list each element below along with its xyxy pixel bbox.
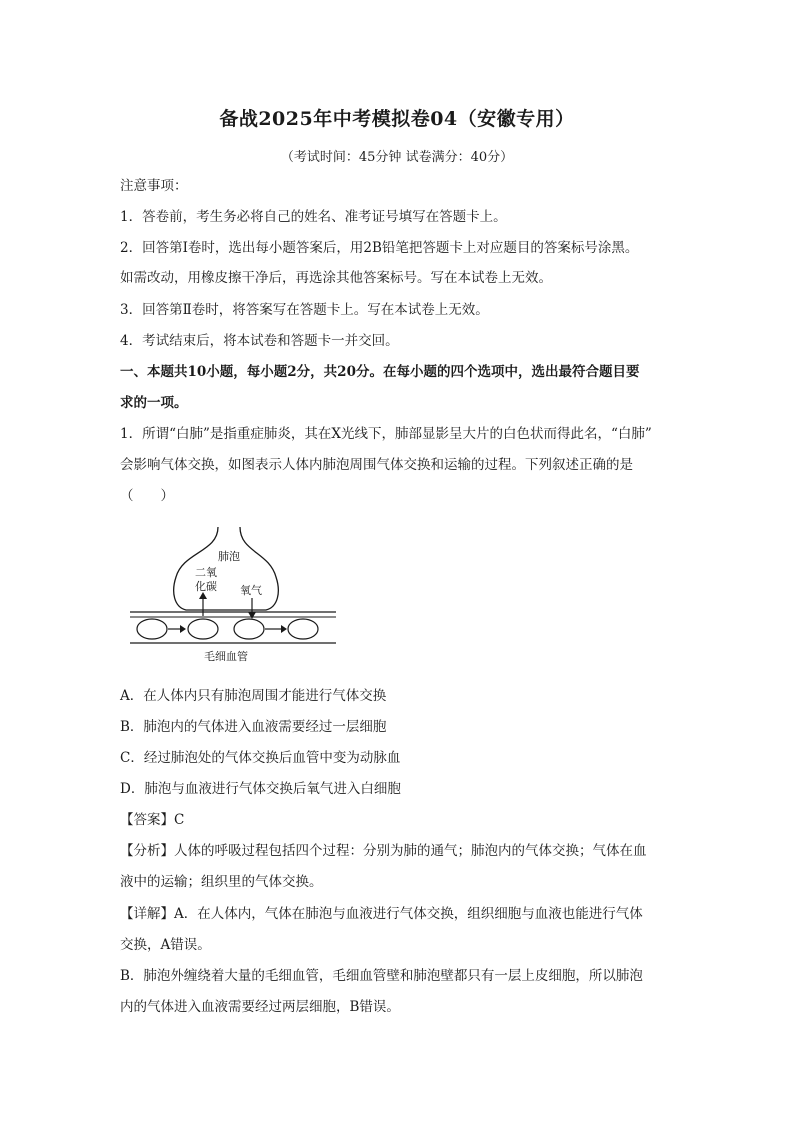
notice-item: 2．回答第Ⅰ卷时，选出每小题答案后，用2B铅笔把答题卡上对应题目的答案标号涂黑。	[120, 240, 639, 256]
analysis-continued: 液中的运输；组织里的气体交换。	[120, 874, 323, 890]
o2-arrowhead	[248, 612, 256, 619]
question-stem: 1．所谓“白肺”是指重症肺炎，其在X光线下，肺部显影呈大片的白色状而得此名，“白肺”	[120, 426, 652, 442]
co2-label: 化碳	[195, 580, 217, 593]
section-heading: 一、本题共10小题，每小题2分，共20分。在每小题的四个选项中，选出最符合题目要	[120, 364, 640, 380]
notice-item: 4．考试结束后，将本试卷和答题卡一并交回。	[120, 333, 399, 349]
gas-exchange-diagram	[128, 522, 338, 667]
flow-arrowhead	[180, 625, 186, 633]
o2-label: 氧气	[240, 584, 262, 597]
exam-info: （考试时间：45分钟 试卷满分：40分）	[280, 150, 514, 165]
notice-item: 如需改动，用橡皮擦干净后，再选涂其他答案标号。写在本试卷上无效。	[120, 270, 552, 286]
notice-heading: 注意事项：	[120, 178, 188, 194]
detail-explanation: B．肺泡外缠绕着大量的毛细血管，毛细血管壁和肺泡壁都只有一层上皮细胞，所以肺泡	[120, 968, 643, 984]
capillary-label: 毛细血管	[204, 650, 248, 663]
detail-explanation: 内的气体进入血液需要经过两层细胞，B错误。	[120, 999, 400, 1015]
blood-cell	[137, 619, 167, 639]
answer-blank: （ ）	[120, 488, 174, 504]
option-a: A．在人体内只有肺泡周围才能进行气体交换	[120, 688, 387, 704]
answer: 【答案】C	[120, 812, 185, 828]
blood-cell	[288, 619, 318, 639]
flow-arrowhead	[281, 625, 287, 633]
page-title: 备战2025年中考模拟卷04（安徽专用）	[219, 108, 575, 130]
option-d: D．肺泡与血液进行气体交换后氧气进入白细胞	[120, 781, 401, 797]
notice-item: 1．答卷前，考生务必将自己的姓名、准考证号填写在答题卡上。	[120, 209, 507, 225]
notice-item: 3．回答第Ⅱ卷时，将答案写在答题卡上。写在本试卷上无效。	[120, 302, 489, 318]
co2-label: 二氧	[195, 566, 217, 579]
detail-explanation: 交换，A错误。	[120, 937, 211, 953]
alveolus-label: 肺泡	[218, 550, 240, 563]
blood-cell	[234, 619, 264, 639]
question-stem: 会影响气体交换，如图表示人体内肺泡周围气体交换和运输的过程。下列叙述正确的是	[120, 457, 633, 473]
blood-cell	[188, 619, 218, 639]
option-b: B．肺泡内的气体进入血液需要经过一层细胞	[120, 719, 387, 735]
co2-arrowhead	[199, 592, 207, 599]
detail-explanation: 【详解】A．在人体内，气体在肺泡与血液进行气体交换，组织细胞与血液也能进行气体	[120, 906, 643, 922]
alveolus-outline	[174, 527, 279, 610]
section-heading-continued: 求的一项。	[120, 395, 188, 411]
option-c: C．经过肺泡处的气体交换后血管中变为动脉血	[120, 750, 401, 766]
analysis: 【分析】人体的呼吸过程包括四个过程：分别为肺的通气；肺泡内的气体交换；气体在血	[120, 843, 647, 859]
